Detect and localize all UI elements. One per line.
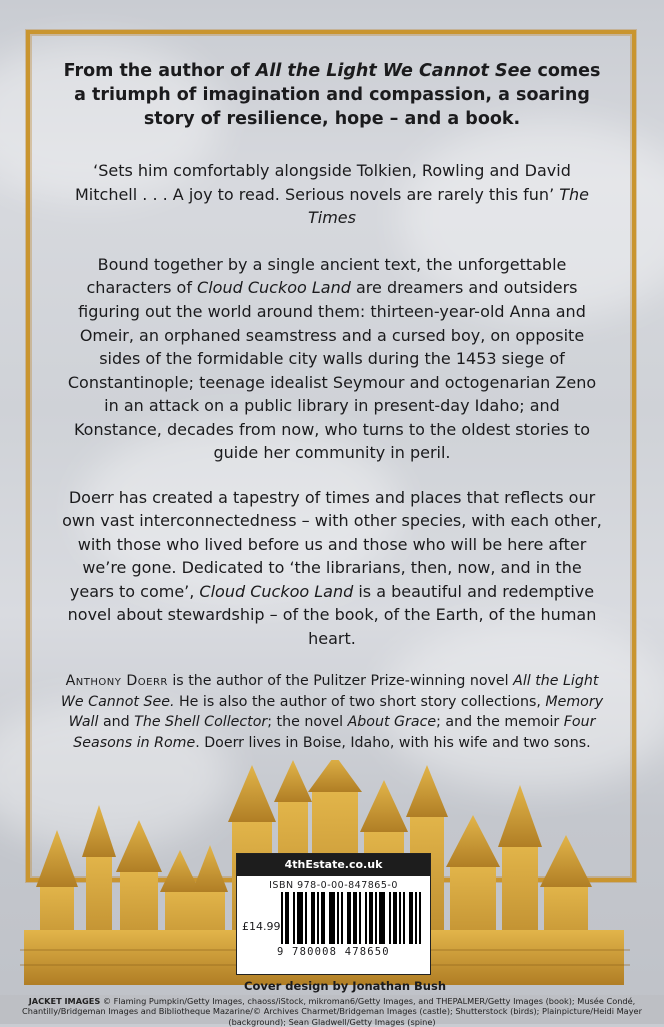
barcode-stripe <box>419 892 421 944</box>
headline: From the author of All the Light We Cannot See comes a triumph of imagination and compassion, a soaring story of resilience, hope – and a book. <box>63 61 601 129</box>
barcode-bars <box>281 892 421 944</box>
jacket-image-credits: JACKET IMAGES © Flaming Pumpkin/Getty Images, chaoss/iStock, mikroman6/Getty Images, and THEPALMER/Getty Images (book); Musée Condé, Chantilly/Bridgeman Images and Bibliotheque Mazarine/© Archives Charmet/Bridgeman Images (castle); Shutterstock (birds); Plainpicture/Heidi Mayer (background); Sean Gladwell/Getty Images (spine) <box>0 995 664 1024</box>
isbn-label: ISBN 978-0-00-847865-0 <box>269 880 398 891</box>
price: £14.99 <box>242 920 281 933</box>
publisher-website: 4thEstate.co.uk <box>237 854 430 876</box>
author-name: Anthony Doerr <box>65 673 168 690</box>
review-quote: ‘Sets him comfortably alongside Tolkien, Rowling and David Mitchell . . . A joy to read. Serious novels are rarely this fun’ The Times <box>75 161 589 227</box>
synopsis-paragraph-2: Doerr has created a tapestry of times and places that reflects our own vast interconnectedness – with other species, with each other, with those who lived before us and those who will be here after we’re gone. Dedicated to ‘the librarians, then, now, and in the years to come’, Cloud Cuckoo Land is a beautiful and redemptive novel about stewardship – of the book, of the Earth, of the human heart. <box>62 487 602 648</box>
author-bio: Anthony Doerr is the author of the Pulitzer Prize-winning novel All the Light We Cannot See. He is also the author of two short story collections, Memory Wall and The Shell Collector; the novel About Grace; and the memoir Four Seasons in Rome. Doerr lives in Boise, Idaho, with his wife and two sons. <box>60 673 604 751</box>
barcode-number: 9 780008 478650 <box>277 946 390 958</box>
cover-design-credit: Cover design by Jonathan Bush <box>244 979 447 993</box>
barcode-panel <box>236 853 431 975</box>
synopsis-paragraph-1: Bound together by a single ancient text, the unforgettable characters of Cloud Cuckoo Land are dreamers and outsiders figuring out the world around them: thirteen-year-old Anna and Omeir, an orphaned seamstress and a cursed boy, on opposite sides of the formidable city walls during the 1453 siege of Constantinople; teenage idealist Seymour and octogenarian Zeno in an attack on a public library in present-day Idaho; and Konstance, decades from now, who turns to the oldest stories to guide her community in peril. <box>67 254 597 463</box>
quote-source: The Times <box>308 184 589 227</box>
back-cover-copy <box>60 60 604 754</box>
